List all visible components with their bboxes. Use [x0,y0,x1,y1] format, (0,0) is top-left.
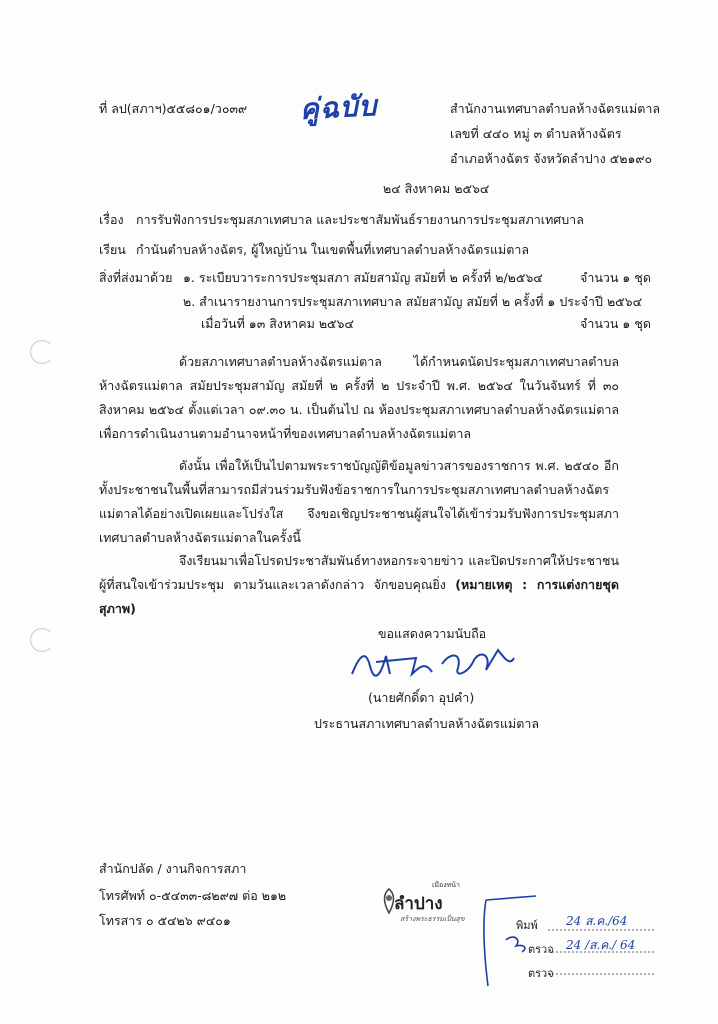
reference-number: ที่ ลป(สภาฯ)๕๕๘๐๑/ว๐๓๙ [99,101,248,116]
dress-code-note: (หมายเหตุ : การแต่งกายชุดสุภาพ) [99,577,620,616]
to-label: เรียน [99,242,126,257]
typed-by-label: พิมพ์ [516,919,538,932]
closing-phrase: ขอแสดงความนับถือ [378,626,487,641]
checked-date-handwritten: 24 /ส.ค./ 64 [566,938,636,952]
enclosures-label: สิ่งที่ส่งมาด้วย [99,270,173,285]
signature [346,644,526,684]
body-paragraph-2 [99,454,619,550]
body-paragraph-1 [99,350,619,446]
enclosure-item-1: ๑. ระเบียบวาระการประชุมสภา สมัยสามัญ สมัยที่ ๒ ครั้งที่ ๒/๒๕๖๔ [183,270,543,285]
copy-stamp: คู่ฉบับ [299,88,379,127]
org-address-line3: อำเภอห้างฉัตร จังหวัดลำปาง ๕๒๑๙๐ [450,151,653,166]
enclosure-item-2-line2: เมื่อวันที่ ๑๓ สิงหาคม ๒๕๖๔ [201,316,354,331]
checked-by-label: ตรวจ [528,943,554,956]
logo-tagline: สร้างพระธรรมเป็นสุข [400,915,465,923]
subject-text: การรับฟังการประชุมสภาเทศบาล และประชาสัมพันธ์รายงานการประชุมสภาเทศบาล [136,212,584,227]
body-paragraph-3 [99,549,619,621]
logo-main-text: ลำปาง [394,894,443,914]
typed-date-handwritten: 24 ส.ค./64 [566,914,628,928]
enclosure-item-2-qty: จำนวน ๑ ชุด [580,316,651,331]
footer-department: สำนักปลัด / งานกิจการสภา [99,861,247,876]
org-address-line2: เลขที่ ๔๔๐ หมู่ ๓ ตำบลห้างฉัตร [450,126,622,141]
body-paragraph-3-text: จึงเรียนมาเพื่อโปรดประชาสัมพันธ์ทางหอกระจายข่าว และปิดประกาศให้ประชาชนผู้ที่สนใจเข้าร่วมประชุม ตามวันและเวลาดังกล่าว จักขอบคุณยิ่ง [99,553,619,592]
footer-fax: โทรสาร ๐ ๕๔๒๖ ๙๔๐๑ [99,913,231,928]
to-text: กำนันตำบลห้างฉัตร, ผู้ใหญ่บ้าน ในเขตพื้นที่เทศบาลตำบลห้างฉัตรแม่ตาล [136,242,530,257]
punch-hole-top [30,340,54,364]
body-paragraph-2-text: ดังนั้น เพื่อให้เป็นไปตามพระราชบัญญัติข้อมูลข่าวสารของราชการ พ.ศ. ๒๕๔๐ อีกทั้งประชาชนในพื้นที่สามารถมีส่วนร่วมรับฟังข้อราชการในการประชุมสภาเทศบาลตำบลห้างฉัตรแม่ตาลได้อย่างเปิดเผยและโปร่งใส จึงขอเชิญประชาชนผู้สนใจได้เข้าร่วมรับฟังการประชุมสภาเทศบาลตำบลห้างฉัตรแม่ตาลในครั้งนี้ [99,458,619,545]
subject-label: เรื่อง [99,212,124,227]
enclosure-item-1-qty: จำนวน ๑ ชุด [580,270,651,285]
signer-title: ประธานสภาเทศบาลตำบลห้างฉัตรแม่ตาล [314,716,540,731]
checked-by-label-2: ตรวจ [528,967,554,980]
letter-date: ๒๔ สิงหาคม ๒๕๖๔ [383,181,490,196]
signer-name: (นายศักดิ์ดา อุปคำ) [368,690,475,705]
logo-top-text: เมืองหน้า [432,881,460,889]
body-paragraph-1-text: ด้วยสภาเทศบาลตำบลห้างฉัตรแม่ตาล ได้กำหนดนัดประชุมสภาเทศบาลตำบลห้างฉัตรแม่ตาล สมัยประชุมสามัญ สมัยที่ ๒ ครั้งที่ ๒ ประจำปี พ.ศ. ๒๕๖๔ ในวันจันทร์ ที่ ๓๐ สิงหาคม ๒๕๖๔ ตั้งแต่เวลา ๐๙.๓๐ น. เป็นต้นไป ณ ห้องประชุมสภาเทศบาลตำบลห้างฉัตรแม่ตาล เพื่อการดำเนินงานตามอำนาจหน้าที่ของเทศบาลตำบลห้างฉัตรแม่ตาล [99,354,619,441]
org-address-line1: สำนักงานเทศบาลตำบลห้างฉัตรแม่ตาล [450,101,661,116]
lampang-logo [380,882,476,930]
punch-hole-bottom [30,628,54,652]
enclosure-item-2-line1: ๒. สำเนารายงานการประชุมสภาเทศบาล สมัยสามัญ สมัยที่ ๒ ครั้งที่ ๑ ประจำปี ๒๕๖๔ [183,294,643,309]
footer-phone: โทรศัพท์ ๐-๕๔๓๓-๘๒๙๗ ต่อ ๒๑๒ [99,888,287,903]
